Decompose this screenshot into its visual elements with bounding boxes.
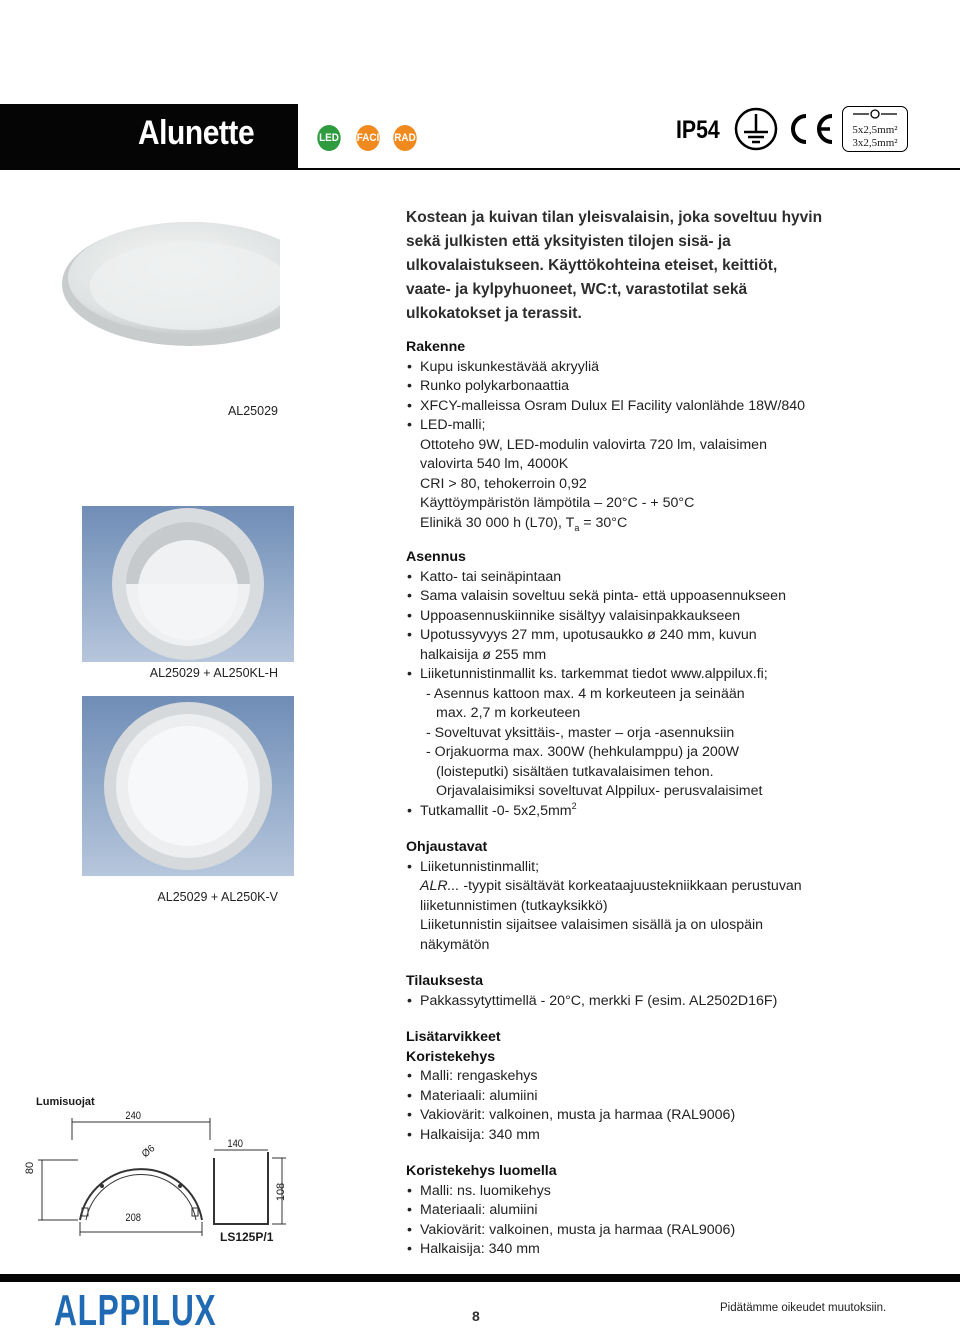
product-image-ring [82, 696, 294, 876]
cable-spec-2: 3x2,5mm² [852, 137, 898, 149]
list-continuation: ALR... -tyypit sisältävät korkeataajuustekniikkaan perustuvan [420, 878, 802, 894]
footer-rule [0, 1274, 960, 1282]
list-item: • Liiketunnistinmallit; [406, 858, 876, 878]
list-item: • Vakiovärit: valkoinen, musta ja harmaa (RAL9006) [406, 1221, 876, 1241]
section-lisatarvikkeet [406, 1028, 876, 1145]
dim-140: 140 [227, 1138, 243, 1150]
heading-asennus: Asennus [406, 549, 466, 565]
list-item: • LED-malli; [406, 416, 876, 436]
heading-ohjaustavat: Ohjaustavat [406, 839, 488, 855]
sub-item: (loisteputki) sisältäen tutkavalaisimen tehon. [436, 763, 714, 780]
faci-badge: FACI [356, 125, 379, 151]
list-item: • Malli: rengaskehys [406, 1067, 876, 1087]
product-image-eyelid [82, 506, 294, 662]
led-badge: LED [317, 125, 340, 151]
list-item: • Sama valaisin soveltuu sekä pinta- että uppoasennukseen [406, 587, 876, 607]
heading-koristekehys: Koristekehys [406, 1048, 496, 1065]
heading-lisatarvikkeet: Lisätarvikkeet [406, 1029, 501, 1045]
product-image-dome [40, 196, 280, 366]
section-asennus [406, 548, 876, 821]
dim-108: 108 [275, 1182, 288, 1202]
list-item: • Materiaali: alumiini [406, 1087, 876, 1107]
heading-rakenne: Rakenne [406, 339, 466, 355]
ip-rating: IP54 [676, 116, 720, 144]
list-item: • Upotussyvyys 27 mm, upotusaukko ø 240 mm, kuvun [406, 626, 876, 646]
section-koristekehys-luomella [406, 1162, 876, 1260]
list-continuation: liiketunnistimen (tutkayksikkö) [420, 897, 608, 914]
sub-item: max. 2,7 m korkeuteen [436, 705, 581, 721]
lifetime-line: Elinikä 30 000 h (L70), $T_a = 30^\circ C$ [420, 514, 628, 533]
list-item: • Runko polykarbonaattia [406, 377, 876, 397]
list-item: • Katto- tai seinäpintaan [406, 568, 876, 588]
list-item: • Malli: ns. luomikehys [406, 1182, 876, 1202]
dim-240: 240 [125, 1110, 141, 1122]
list-continuation: Ottoteho 9W, LED-modulin valovirta 720 lm, valaisimen [420, 436, 767, 453]
section-ohjaustavat [406, 838, 876, 955]
caption-al25029-kl-h: AL25029 + AL250KL-H [149, 666, 278, 680]
list-item: • Halkaisija: 340 mm [406, 1240, 876, 1260]
drawing-model: LS125P/1 [220, 1230, 274, 1244]
section-tilauksesta [406, 972, 876, 1011]
terminal-icon [851, 109, 899, 119]
page-number: 8 [472, 1308, 480, 1324]
sub-item: - Orjakuorma max. 300W (hehkulamppu) ja 200W [426, 744, 740, 760]
sub-item: - Soveltuvat yksittäis-, master – orja -asennuksiin [426, 724, 735, 741]
list-item: • Liiketunnistinmallit ks. tarkemmat tiedot www.alppilux.fi; [406, 665, 876, 685]
list-continuation: halkaisija ø 255 mm [420, 646, 547, 663]
snow-shield-drawing [20, 1100, 310, 1250]
drawing-title: Lumisuojat [36, 1096, 95, 1108]
list-item: • Uppoasennuskiinnike sisältyy valaisinpakkaukseen [406, 607, 876, 627]
section-rakenne [406, 338, 876, 538]
alppilux-logo: ALPPILUX [54, 1286, 217, 1335]
earth-ground-icon [732, 106, 780, 152]
sub-item: Orjavalaisimiksi soveltuvat Alppilux- perusvalaisimet [436, 783, 763, 799]
list-continuation: näkymätön [420, 936, 490, 953]
rights-notice: Pidätämme oikeudet muutoksiin. [720, 1302, 887, 1314]
dim-80: 80 [24, 1161, 37, 1175]
heading-tilauksesta: Tilauksesta [406, 973, 484, 989]
caption-al25029: AL25029 [227, 404, 278, 418]
dim-o6: Ø6 [140, 1142, 158, 1161]
heading-koristekehys-luomella: Koristekehys luomella [406, 1163, 557, 1179]
cable-spec-box [842, 106, 908, 152]
list-continuation: valovirta 540 lm, 4000K [420, 456, 569, 472]
list-item: • Halkaisija: 340 mm [406, 1126, 876, 1146]
list-continuation: Käyttöympäristön lämpötila – 20°C - + 50°C [420, 495, 695, 511]
list-item: • XFCY-malleissa Osram Dulux El Facility valonlähde 18W/840 [406, 397, 876, 417]
product-title: Alunette [138, 114, 255, 152]
ce-mark-icon [784, 112, 836, 146]
header-rule [298, 168, 960, 170]
list-item: • Materiaali: alumiini [406, 1201, 876, 1221]
intro-text: Kostean ja kuivan tilan yleisvalaisin, joka soveltuu hyvin sekä julkisten että yksityisten tilojen sisä- ja ulkovalaistukseen. Käyttökohteina eteiset, keittiöt, vaate- ja kylpyhuoneet, WC:t, varastotilat sekä ulkokatokset ja terassit. [406, 209, 823, 322]
list-item: • Vakiovärit: valkoinen, musta ja harmaa (RAL9006) [406, 1106, 876, 1126]
dim-208: 208 [125, 1212, 141, 1224]
rad-badge: RAD [393, 125, 416, 151]
list-item: • Kupu iskunkestävää akryyliä [406, 358, 876, 378]
list-item: • Pakkassytyttimellä - 20°C, merkki F (esim. AL2502D16F) [406, 992, 876, 1012]
list-continuation: CRI > 80, tehokerroin 0,92 [420, 475, 587, 492]
list-item: • Tutkamallit -0- $5x2,5mm^2$ [406, 802, 876, 822]
list-continuation: Liiketunnistin sijaitsee valaisimen sisällä ja on ulospäin [420, 917, 764, 933]
caption-al25029-k-v: AL25029 + AL250K-V [157, 890, 278, 904]
sub-item: - Asennus kattoon max. 4 m korkeuteen ja seinään [426, 685, 745, 702]
cable-spec-1: 5x2,5mm² [852, 124, 898, 136]
